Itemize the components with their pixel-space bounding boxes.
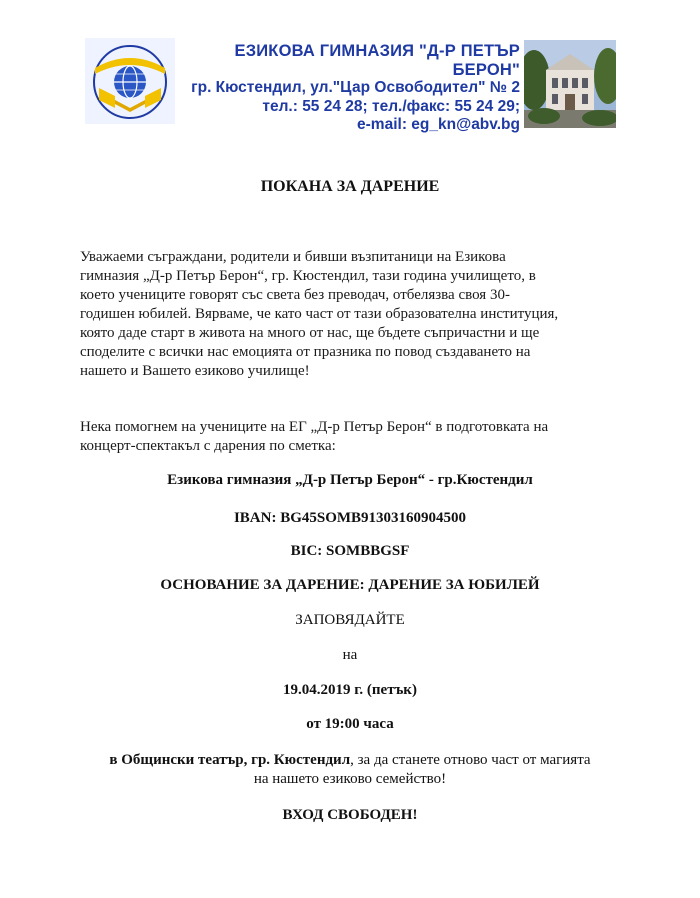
intro-line: споделите с всички нас емоцията от празника по повод създаването на bbox=[80, 344, 531, 360]
venue-text: , за да станете отново част от магията bbox=[350, 752, 591, 768]
intro-line: Уважаеми съграждани, родители и бивши възпитаници на Езикова bbox=[80, 249, 506, 265]
event-date: 19.04.2019 г. (петък) bbox=[283, 682, 417, 698]
donation-paragraph bbox=[80, 418, 630, 456]
school-name: ЕЗИКОВА ГИМНАЗИЯ "Д-Р ПЕТЪР БЕРОН" bbox=[234, 42, 520, 79]
school-logo-icon bbox=[85, 38, 175, 124]
school-address: гр. Кюстендил, ул."Цар Освободител" № 2 bbox=[191, 79, 520, 96]
intro-line: гимназия „Д-р Петър Берон“, гр. Кюстендил, тази година училището, в bbox=[80, 268, 536, 284]
venue-name: в Общински театър, гр. Кюстендил bbox=[109, 752, 351, 768]
school-phones: тел.: 55 24 28; тел./факс: 55 24 29; bbox=[262, 97, 520, 115]
event-time: от 19:00 часа bbox=[306, 716, 394, 732]
intro-line: която даде старт в живота на много от нас, ще бъдете съпричастни и ще bbox=[80, 325, 540, 341]
intro-line: нашето и Вашето езиково училище! bbox=[80, 363, 310, 379]
account-name: Езикова гимназия „Д-р Петър Берон“ - гр.Кюстендил bbox=[167, 472, 533, 488]
on-word: на bbox=[342, 647, 358, 663]
donation-line: Нека помогнем на учениците на ЕГ „Д-р Петър Берон“ в подготовката на bbox=[80, 419, 549, 435]
account-iban: IBAN: BG45SOMB91303160904500 bbox=[233, 510, 467, 526]
school-building-photo bbox=[524, 40, 616, 128]
invite-word: ЗАПОВЯДАЙТЕ bbox=[295, 612, 405, 628]
page-title: ПОКАНА ЗА ДАРЕНИЕ bbox=[260, 178, 440, 195]
intro-line: което учениците говорят със света без преводач, отбелязва своя 30- bbox=[80, 287, 510, 303]
school-header bbox=[176, 42, 520, 135]
account-bic: BIC: SOMBBGSF bbox=[290, 543, 410, 559]
event-venue bbox=[0, 752, 700, 769]
donation-line: концерт-спектакъл с дарения по сметка: bbox=[80, 438, 336, 454]
intro-line: годишен юбилей. Вярваме, че като част от тази образователна институция, bbox=[80, 306, 559, 322]
donation-basis: ОСНОВАНИЕ ЗА ДАРЕНИЕ: ДАРЕНИЕ ЗА ЮБИЛЕЙ bbox=[160, 577, 540, 593]
venue-text-line2: на нашето езиково семейство! bbox=[253, 771, 447, 787]
intro-paragraph bbox=[80, 248, 630, 381]
free-entry: ВХОД СВОБОДЕН! bbox=[282, 807, 418, 823]
school-email: e-mail: eg_kn@abv.bg bbox=[357, 116, 520, 133]
